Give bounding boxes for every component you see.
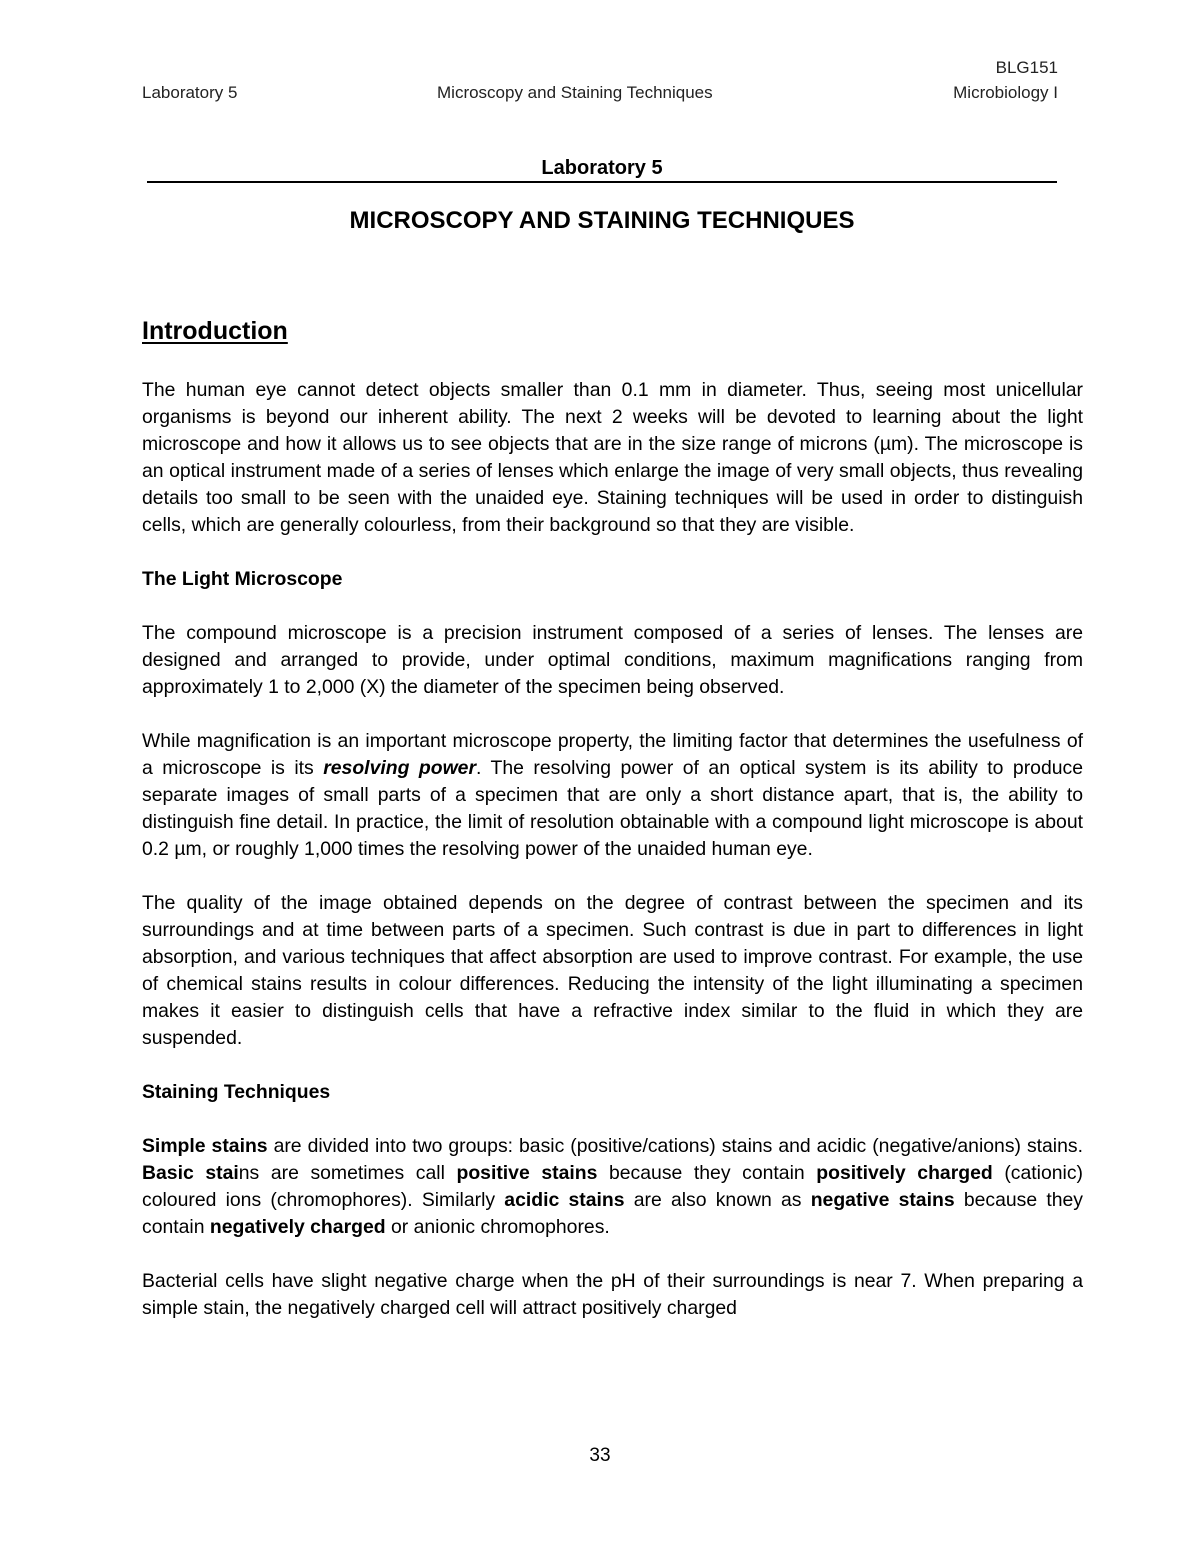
- course-code: BLG151: [995, 58, 1058, 77]
- text-run: (cationic) coloured ions (chromophores). Similarly: [142, 1162, 1084, 1211]
- resolving-text-b: . The resolving power of an optical system is its ability to produce separate images of small parts of a specimen that are only a short distance apart, that is, the ability to distinguish fine detail. In practice, the limit of resolution obtainable with a compound light microscope is about 0.2 µm, or roughly 1,000 times the resolving power of the unaided human eye.: [142, 757, 1083, 860]
- staining-paragraph-2: Bacterial cells have slight negative charge when the pH of their surroundings is near 7. When preparing a simple stain, the negatively charged cell will attract positively charged: [142, 1270, 1083, 1319]
- text-run: because they contain: [142, 1189, 1083, 1238]
- text-run: because they contain: [597, 1162, 817, 1184]
- bold-term: negatively charged: [209, 1216, 386, 1238]
- document-body: [142, 377, 1083, 1349]
- intro-paragraph: The human eye cannot detect objects smaller than 0.1 mm in diameter. Thus, seeing most unicellular organisms is beyond our inherent ability. The next 2 weeks will be devoted to learning about the light microscope and how it allows us to see objects that are in the size range of microns (µm). The microscope is an optical instrument made of a series of lenses which enlarge the image of very small objects, thus revealing details too small to be seen with the unaided eye. Staining techniques will be used in order to distinguish cells, which are generally colourless, from their background so that they are visible.: [142, 379, 1083, 536]
- bold-term: negative stains: [810, 1189, 955, 1211]
- bold-term: positively charged: [816, 1162, 993, 1184]
- header-center: Microscopy and Staining Techniques: [437, 83, 713, 102]
- bold-term: positive stains: [456, 1162, 598, 1184]
- lab-title: Laboratory 5: [541, 157, 663, 179]
- light-microscope-paragraph-3: The quality of the image obtained depends on the degree of contrast between the specimen and its surroundings and at time between parts of a specimen. Such contrast is due in part to differences in light absorption, and various techniques that affect absorption are used to improve contrast. For example, the use of chemical stains results in colour differences. Reducing the intensity of the light illuminating a specimen makes it easier to distinguish cells that have a refractive index similar to the fluid in which they are suspended.: [142, 892, 1083, 1049]
- title-divider: [147, 181, 1057, 183]
- text-run: or anionic chromophores.: [385, 1216, 610, 1238]
- bold-term: Simple stains: [142, 1135, 268, 1157]
- text-run: ns are sometimes call: [238, 1162, 457, 1184]
- text-run: are divided into two groups: basic (positive/cations) stains and acidic (negative/anions) stains.: [267, 1135, 1083, 1157]
- light-microscope-heading: The Light Microscope: [142, 568, 343, 590]
- header-right: Microbiology I: [953, 83, 1058, 102]
- introduction-heading: Introduction: [142, 317, 288, 345]
- light-microscope-paragraph-1: The compound microscope is a precision instrument composed of a series of lenses. The lenses are designed and arranged to provide, under optimal conditions, maximum magnifications ranging from approximately 1 to 2,000 (X) the diameter of the specimen being observed.: [142, 622, 1083, 698]
- page-number: 33: [589, 1445, 611, 1466]
- header-left: Laboratory 5: [142, 83, 238, 102]
- text-run: are also known as: [624, 1189, 811, 1211]
- resolving-text-a: While magnification is an important microscope property, the limiting factor that determines the usefulness of a microscope is its: [142, 730, 1083, 779]
- main-title: MICROSCOPY AND STAINING TECHNIQUES: [349, 207, 855, 234]
- staining-paragraph-1: [142, 1133, 1083, 1241]
- resolving-power-term: resolving power: [323, 757, 477, 779]
- bold-term: Basic stai: [142, 1162, 239, 1184]
- light-microscope-paragraph-2: [142, 728, 1083, 863]
- bold-term: acidic stains: [504, 1189, 625, 1211]
- staining-heading: Staining Techniques: [142, 1081, 331, 1103]
